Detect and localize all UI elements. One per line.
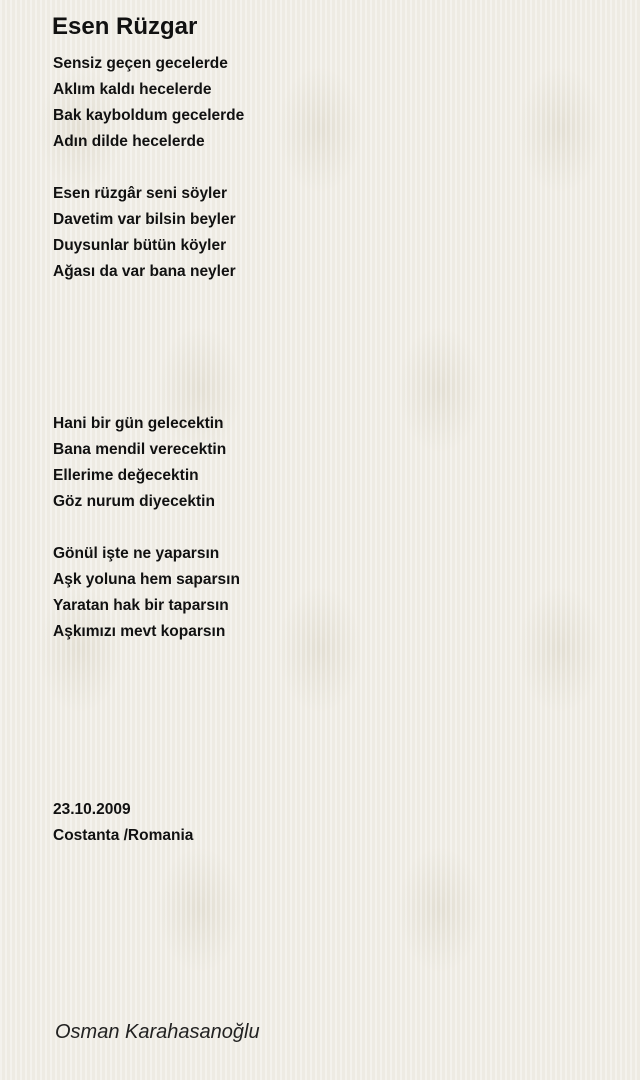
poem-stanza-2: [53, 181, 236, 285]
poem-line: Ağası da var bana neyler: [53, 263, 236, 280]
poem-line: Sensiz geçen gecelerde: [53, 55, 228, 72]
poem-line: Aklım kaldı hecelerde: [53, 81, 212, 98]
poem-line: Davetim var bilsin beyler: [53, 211, 236, 228]
poem-line: Bana mendil verecektin: [53, 441, 227, 458]
poem-place: Costanta /Romania: [53, 827, 194, 844]
poem-stanza-3: [53, 411, 226, 515]
poem-line: Ellerime değecektin: [53, 467, 199, 484]
poem-stanza-4: [53, 541, 240, 645]
poem-stanza-1: [53, 51, 244, 155]
poem-line: Gönül işte ne yaparsın: [53, 545, 220, 562]
poem-title: Esen Rüzgar: [52, 13, 198, 40]
poem-dateline: [53, 797, 193, 849]
poem-line: Hani bir gün gelecektin: [53, 415, 224, 432]
poem-line: Aşkımızı mevt koparsın: [53, 623, 226, 640]
poem-line: Duysunlar bütün köyler: [53, 237, 227, 254]
poem-author: Osman Karahasanoğlu: [55, 1021, 260, 1043]
poem-line: Adın dilde hecelerde: [53, 133, 205, 150]
poem-line: Yaratan hak bir taparsın: [53, 597, 229, 614]
poem-line: Bak kayboldum gecelerde: [53, 107, 245, 124]
poem-date: 23.10.2009: [53, 801, 131, 818]
poem-line: Aşk yoluna hem saparsın: [53, 571, 240, 588]
poem-line: Göz nurum diyecektin: [53, 493, 215, 510]
poem-line: Esen rüzgâr seni söyler: [53, 185, 228, 202]
